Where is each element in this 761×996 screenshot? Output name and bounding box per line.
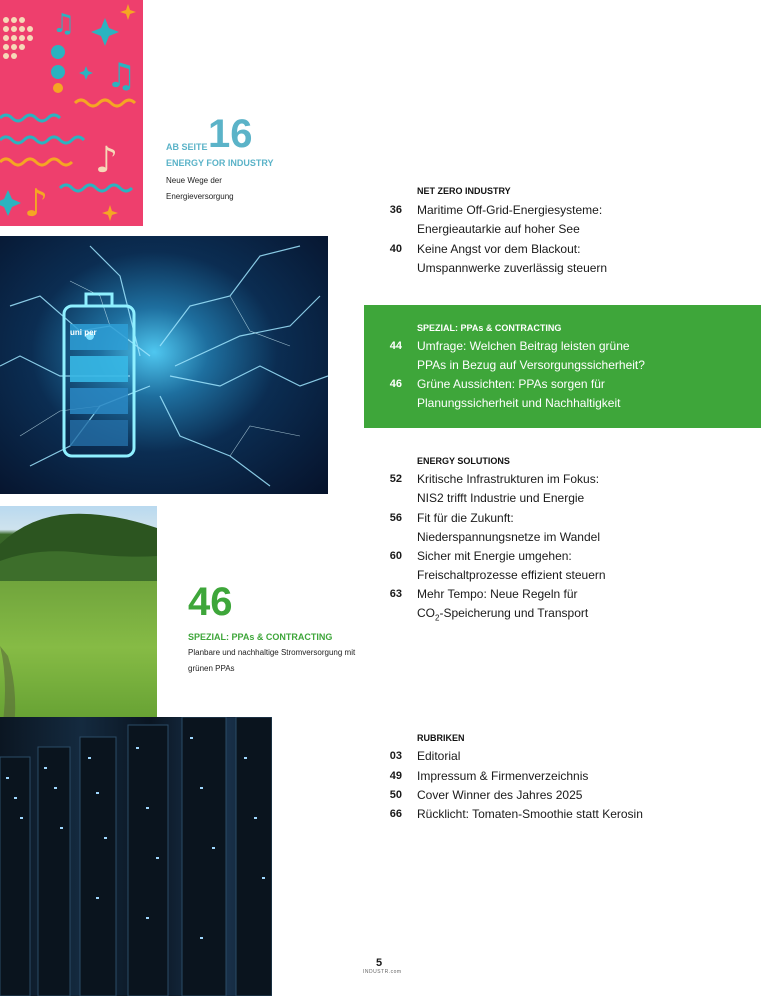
toc-entry-title bbox=[417, 585, 747, 627]
music-pattern-graphic bbox=[0, 0, 143, 226]
toc-page-number: 46 bbox=[389, 378, 402, 390]
toc-entry-title bbox=[417, 509, 747, 547]
toc-page-number: 40 bbox=[389, 243, 402, 255]
svg-text:♫: ♫ bbox=[52, 9, 76, 39]
server-racks-image bbox=[0, 717, 272, 996]
toc-page-number: 60 bbox=[389, 550, 402, 562]
callout-prefix: AB SEITE bbox=[166, 142, 208, 152]
green-field-image bbox=[0, 506, 157, 742]
svg-text:♫: ♫ bbox=[106, 56, 137, 96]
section-heading-rubriken: RUBRIKEN bbox=[417, 733, 465, 743]
toc-line: Umspannwerke zuverlässig steuern bbox=[417, 261, 608, 275]
spezial-highlight-box bbox=[364, 305, 761, 428]
section-heading-spezial: SPEZIAL: PPAs & CONTRACTING bbox=[417, 323, 562, 333]
section-heading-energy-solutions: ENERGY SOLUTIONS bbox=[417, 456, 510, 466]
toc-entry-title bbox=[417, 337, 747, 375]
toc-page-number: 44 bbox=[389, 340, 402, 352]
toc-line: Umfrage: Welchen Beitrag leisten grüne bbox=[417, 339, 630, 353]
toc-line: Mehr Tempo: Neue Regeln für bbox=[417, 587, 578, 601]
callout-description-ppa: Planbare und nachhaltige Stromversorgung mit grünen PPAs bbox=[188, 648, 356, 673]
server-graphic bbox=[0, 717, 272, 996]
toc-entry-title bbox=[417, 201, 747, 239]
toc-line-rest: -Speicherung und Transport bbox=[439, 606, 589, 620]
toc-entry-title: Editorial bbox=[417, 749, 461, 763]
toc-line: PPAs in Bezug auf Versorgungssicherheit? bbox=[417, 358, 645, 372]
callout-title-ppa: SPEZIAL: PPAs & CONTRACTING bbox=[188, 632, 333, 642]
toc-line bbox=[417, 604, 747, 627]
toc-page-number: 56 bbox=[389, 512, 402, 524]
svg-text:♪: ♪ bbox=[95, 140, 118, 181]
toc-entry-title bbox=[417, 375, 747, 413]
toc-line: Fit für die Zukunft: bbox=[417, 511, 514, 525]
page-number: 5 bbox=[376, 957, 383, 969]
toc-line: Freischaltprozesse effizient steuern bbox=[417, 568, 606, 582]
toc-page-number: 36 bbox=[389, 204, 402, 216]
callout-title: ENERGY FOR INDUSTRY bbox=[166, 158, 274, 168]
toc-page-number: 50 bbox=[389, 789, 402, 801]
toc-line: Kritische Infrastrukturen im Fokus: bbox=[417, 472, 600, 486]
callout-page-number-ppa: 46 bbox=[188, 580, 233, 624]
toc-entry-title bbox=[417, 470, 747, 508]
toc-entry-title bbox=[417, 547, 747, 585]
toc-line: Niederspannungsnetze im Wandel bbox=[417, 530, 600, 544]
toc-line: NIS2 trifft Industrie und Energie bbox=[417, 491, 585, 505]
callout-description: Neue Wege der Energieversorgung bbox=[166, 176, 234, 201]
svg-text:♪: ♪ bbox=[24, 181, 49, 225]
toc-entry-title: Rücklicht: Tomaten-Smoothie statt Kerosin bbox=[417, 807, 643, 821]
toc-line: Maritime Off-Grid-Energiesysteme: bbox=[417, 203, 603, 217]
field-graphic bbox=[0, 506, 157, 742]
lightning-graphic bbox=[0, 236, 328, 494]
toc-page-number: 63 bbox=[389, 588, 402, 600]
toc-page-number: 52 bbox=[389, 473, 402, 485]
toc-page-number: 49 bbox=[389, 770, 402, 782]
toc-entry-title: Impressum & Firmenverzeichnis bbox=[417, 769, 589, 783]
toc-line: Keine Angst vor dem Blackout: bbox=[417, 242, 581, 256]
toc-page-number: 03 bbox=[389, 750, 402, 762]
publication-footer: INDUSTR.com bbox=[363, 969, 402, 975]
co2-text: CO bbox=[417, 606, 435, 620]
toc-line: Energieautarkie auf hoher See bbox=[417, 222, 580, 236]
battery-energy-image bbox=[0, 236, 328, 494]
toc-entry-title: Cover Winner des Jahres 2025 bbox=[417, 788, 583, 802]
toc-line: Grüne Aussichten: PPAs sorgen für bbox=[417, 377, 605, 391]
toc-entry-title bbox=[417, 240, 747, 278]
music-illustration-image bbox=[0, 0, 143, 226]
toc-line: Planungssicherheit und Nachhaltigkeit bbox=[417, 396, 621, 410]
toc-line: Sicher mit Energie umgehen: bbox=[417, 549, 572, 563]
toc-page-number: 66 bbox=[389, 808, 402, 820]
section-heading-net-zero: NET ZERO INDUSTRY bbox=[417, 186, 511, 196]
co2-subscript: 2 bbox=[435, 613, 440, 623]
battery-logo-text: uni per bbox=[70, 328, 97, 337]
callout-page-number: 16 bbox=[208, 112, 253, 156]
